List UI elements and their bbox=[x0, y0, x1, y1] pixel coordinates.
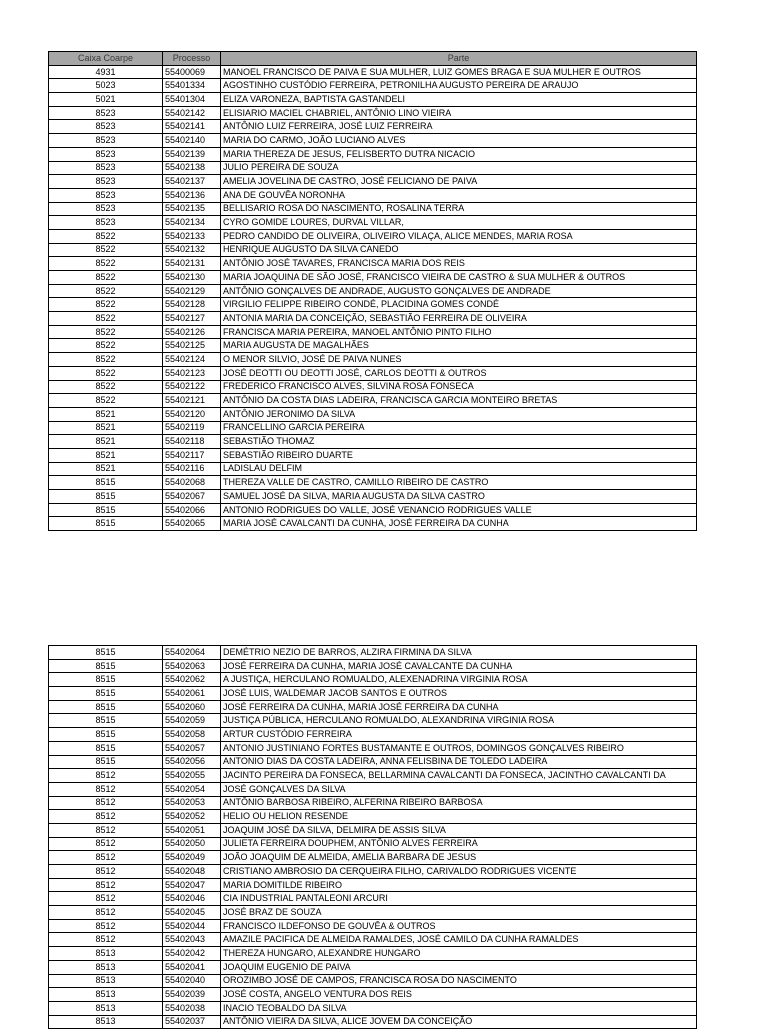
parte-cell: JOSÉ FERREIRA DA CUNHA, MARIA JOSÉ FERREIRA DA CUNHA bbox=[221, 700, 697, 714]
header-row bbox=[49, 52, 697, 66]
table-row bbox=[49, 988, 697, 1002]
caixa-cell: 8521 bbox=[49, 462, 163, 476]
caixa-cell: 8515 bbox=[49, 728, 163, 742]
table-row bbox=[49, 448, 697, 462]
parte-cell: BELLISARIO ROSA DO NASCIMENTO, ROSALINA TERRA bbox=[221, 202, 697, 216]
parte-cell: ANTÔNIO BARBOSA RIBEIRO, ALFERINA RIBEIRO BARBOSA bbox=[221, 796, 697, 810]
processo-cell: 55402048 bbox=[163, 865, 221, 879]
table-row bbox=[49, 284, 697, 298]
table-row bbox=[49, 175, 697, 189]
parte-cell: PEDRO CANDIDO DE OLIVEIRA, OLIVEIRO VILAÇA, ALICE MENDES, MARIA ROSA bbox=[221, 229, 697, 243]
caixa-cell: 8512 bbox=[49, 837, 163, 851]
parte-cell: O MENOR SILVIO, JOSÉ DE PAIVA NUNES bbox=[221, 353, 697, 367]
table-row bbox=[49, 700, 697, 714]
parte-cell: MARIA DO CARMO, JOÃO LUCIANO ALVES bbox=[221, 134, 697, 148]
table-row bbox=[49, 407, 697, 421]
table-row bbox=[49, 476, 697, 490]
parte-cell: JOSÉ COSTA, ANGELO VENTURA DOS REIS bbox=[221, 988, 697, 1002]
caixa-cell: 8515 bbox=[49, 490, 163, 504]
table-row bbox=[49, 298, 697, 312]
table-row bbox=[49, 366, 697, 380]
parte-cell: ANTÔNIO JOSÉ TAVARES, FRANCISCA MARIA DOS REIS bbox=[221, 257, 697, 271]
table-row bbox=[49, 517, 697, 531]
parte-cell: JOSÉ DEOTTI OU DEOTTI JOSÉ, CARLOS DEOTTI & OUTROS bbox=[221, 366, 697, 380]
table-row bbox=[49, 1015, 697, 1029]
parte-cell: ANTONIO DIAS DA COSTA LADEIRA, ANNA FELISBINA DE TOLEDO LADEIRA bbox=[221, 755, 697, 769]
processo-cell: 55402136 bbox=[163, 188, 221, 202]
processo-cell: 55402042 bbox=[163, 947, 221, 961]
table-row bbox=[49, 851, 697, 865]
parte-cell: OROZIMBO JOSÉ DE CAMPOS, FRANCISCA ROSA DO NASCIMENTO bbox=[221, 974, 697, 988]
parte-cell: ANA DE GOUVÊA NORONHA bbox=[221, 188, 697, 202]
processo-cell: 55402124 bbox=[163, 353, 221, 367]
parte-cell: MARIA THEREZA DE JESUS, FELISBERTO DUTRA NICACIO bbox=[221, 147, 697, 161]
table-row bbox=[49, 769, 697, 783]
caixa-cell: 8515 bbox=[49, 673, 163, 687]
caixa-cell: 8523 bbox=[49, 202, 163, 216]
parte-cell: JOSÉ FERREIRA DA CUNHA, MARIA JOSÉ CAVALCANTE DA CUNHA bbox=[221, 659, 697, 673]
table-row bbox=[49, 93, 697, 107]
header-parte: Parte bbox=[221, 52, 697, 66]
caixa-cell: 8513 bbox=[49, 988, 163, 1002]
caixa-cell: 8515 bbox=[49, 517, 163, 531]
caixa-cell: 8522 bbox=[49, 394, 163, 408]
table-row bbox=[49, 462, 697, 476]
parte-cell: JULIETA FERREIRA DOUPHEM, ANTÔNIO ALVES FERREIRA bbox=[221, 837, 697, 851]
processo-cell: 55402043 bbox=[163, 933, 221, 947]
parte-cell: FRANCISCO ILDEFONSO DE GOUVÊA & OUTROS bbox=[221, 919, 697, 933]
processo-cell: 55402041 bbox=[163, 960, 221, 974]
processo-cell: 55402038 bbox=[163, 1001, 221, 1015]
parte-cell: MARIA JOAQUINA DE SÃO JOSÉ, FRANCISCO VIEIRA DE CASTRO & SUA MULHER & OUTROS bbox=[221, 271, 697, 285]
processo-cell: 55402062 bbox=[163, 673, 221, 687]
table-row bbox=[49, 810, 697, 824]
processo-cell: 55402064 bbox=[163, 646, 221, 660]
parte-cell: FRANCELLINO GARCIA PEREIRA bbox=[221, 421, 697, 435]
parte-cell: HELIO OU HELION RESENDE bbox=[221, 810, 697, 824]
caixa-cell: 8512 bbox=[49, 906, 163, 920]
table-row bbox=[49, 673, 697, 687]
caixa-cell: 5023 bbox=[49, 79, 163, 93]
table-row bbox=[49, 659, 697, 673]
caixa-cell: 8515 bbox=[49, 476, 163, 490]
parte-cell: MARIA JOSÉ CAVALCANTI DA CUNHA, JOSÉ FERREIRA DA CUNHA bbox=[221, 517, 697, 531]
caixa-cell: 8515 bbox=[49, 687, 163, 701]
parte-cell: ANTONIO RODRIGUES DO VALLE, JOSÉ VENANCIO RODRIGUES VALLE bbox=[221, 503, 697, 517]
parte-cell: JOSÉ GONÇALVES DA SILVA bbox=[221, 782, 697, 796]
processo-cell: 55402125 bbox=[163, 339, 221, 353]
caixa-cell: 8515 bbox=[49, 755, 163, 769]
processo-cell: 55402123 bbox=[163, 366, 221, 380]
table-row bbox=[49, 188, 697, 202]
parte-cell: VIRGILIO FELIPPE RIBEIRO CONDÉ, PLACIDINA GOMES CONDÉ bbox=[221, 298, 697, 312]
processo-cell: 55402059 bbox=[163, 714, 221, 728]
table-row bbox=[49, 960, 697, 974]
processo-cell: 55402135 bbox=[163, 202, 221, 216]
processo-cell: 55402129 bbox=[163, 284, 221, 298]
parte-cell: JUSTIÇA PÚBLICA, HERCULANO ROMUALDO, ALEXANDRINA VIRGINIA ROSA bbox=[221, 714, 697, 728]
processo-cell: 55402118 bbox=[163, 435, 221, 449]
table-row bbox=[49, 435, 697, 449]
parte-cell: CRISTIANO AMBROSIO DA CERQUEIRA FILHO, CARIVALDO RODRIGUES VICENTE bbox=[221, 865, 697, 879]
parte-cell: ANTÔNIO LUIZ FERREIRA, JOSÉ LUIZ FERREIRA bbox=[221, 120, 697, 134]
caixa-cell: 8512 bbox=[49, 769, 163, 783]
caixa-cell: 8522 bbox=[49, 284, 163, 298]
processo-cell: 55402060 bbox=[163, 700, 221, 714]
parte-cell: AGOSTINHO CUSTÓDIO FERREIRA, PETRONILHA AUGUSTO PEREIRA DE ARAUJO bbox=[221, 79, 697, 93]
parte-cell: AMAZILE PACIFICA DE ALMEIDA RAMALDES, JOSÉ CAMILO DA CUNHA RAMALDES bbox=[221, 933, 697, 947]
processo-cell: 55402141 bbox=[163, 120, 221, 134]
parte-cell: AMELIA JOVELINA DE CASTRO, JOSÉ FELICIANO DE PAIVA bbox=[221, 175, 697, 189]
processo-cell: 55402058 bbox=[163, 728, 221, 742]
caixa-cell: 8523 bbox=[49, 120, 163, 134]
caixa-cell: 8515 bbox=[49, 503, 163, 517]
parte-cell: FRANCISCA MARIA PEREIRA, MANOEL ANTÔNIO PINTO FILHO bbox=[221, 325, 697, 339]
caixa-cell: 8522 bbox=[49, 243, 163, 257]
processo-cell: 55402044 bbox=[163, 919, 221, 933]
parte-cell: INACIO TEOBALDO DA SILVA bbox=[221, 1001, 697, 1015]
parte-cell: ANTÔNIO GONÇALVES DE ANDRADE, AUGUSTO GONÇALVES DE ANDRADE bbox=[221, 284, 697, 298]
table-row bbox=[49, 906, 697, 920]
caixa-cell: 8515 bbox=[49, 741, 163, 755]
table-row bbox=[49, 714, 697, 728]
processo-cell: 55402130 bbox=[163, 271, 221, 285]
processo-cell: 55401334 bbox=[163, 79, 221, 93]
table-row bbox=[49, 394, 697, 408]
table-row bbox=[49, 796, 697, 810]
caixa-cell: 4931 bbox=[49, 65, 163, 79]
processo-cell: 55402037 bbox=[163, 1015, 221, 1029]
parte-cell: ELIZA VARONEZA, BAPTISTA GASTANDELI bbox=[221, 93, 697, 107]
caixa-cell: 8512 bbox=[49, 933, 163, 947]
caixa-cell: 8515 bbox=[49, 659, 163, 673]
table-row bbox=[49, 353, 697, 367]
parte-cell: SEBASTIÃO THOMAZ bbox=[221, 435, 697, 449]
processo-cell: 55402050 bbox=[163, 837, 221, 851]
caixa-cell: 8522 bbox=[49, 380, 163, 394]
records-table-bottom bbox=[48, 645, 697, 1029]
processo-cell: 55402068 bbox=[163, 476, 221, 490]
caixa-cell: 5021 bbox=[49, 93, 163, 107]
table-row bbox=[49, 878, 697, 892]
table-row bbox=[49, 823, 697, 837]
caixa-cell: 8512 bbox=[49, 796, 163, 810]
caixa-cell: 8521 bbox=[49, 407, 163, 421]
processo-cell: 55402133 bbox=[163, 229, 221, 243]
processo-cell: 55402040 bbox=[163, 974, 221, 988]
processo-cell: 55402051 bbox=[163, 823, 221, 837]
table-row bbox=[49, 106, 697, 120]
table-row bbox=[49, 974, 697, 988]
caixa-cell: 8515 bbox=[49, 700, 163, 714]
processo-cell: 55402116 bbox=[163, 462, 221, 476]
processo-cell: 55402046 bbox=[163, 892, 221, 906]
parte-cell: ANTONIO JUSTINIANO FORTES BUSTAMANTE E OUTROS, DOMINGOS GONÇALVES RIBEIRO bbox=[221, 741, 697, 755]
processo-cell: 55402121 bbox=[163, 394, 221, 408]
table-row bbox=[49, 312, 697, 326]
processo-cell: 55402132 bbox=[163, 243, 221, 257]
processo-cell: 55402063 bbox=[163, 659, 221, 673]
processo-cell: 55402057 bbox=[163, 741, 221, 755]
table-row bbox=[49, 380, 697, 394]
parte-cell: JOSÉ LUIS, WALDEMAR JACOB SANTOS E OUTROS bbox=[221, 687, 697, 701]
processo-cell: 55402066 bbox=[163, 503, 221, 517]
table-row bbox=[49, 147, 697, 161]
processo-cell: 55402047 bbox=[163, 878, 221, 892]
parte-cell: JOSÉ BRAZ DE SOUZA bbox=[221, 906, 697, 920]
table-row bbox=[49, 865, 697, 879]
caixa-cell: 8523 bbox=[49, 134, 163, 148]
parte-cell: ANTÔNIO VIEIRA DA SILVA, ALICE JOVEM DA CONCEIÇÃO bbox=[221, 1015, 697, 1029]
parte-cell: CYRO GOMIDE LOURES, DURVAL VILLAR, bbox=[221, 216, 697, 230]
processo-cell: 55402054 bbox=[163, 782, 221, 796]
records-table-top bbox=[48, 51, 697, 531]
parte-cell: A JUSTIÇA, HERCULANO ROMUALDO, ALEXENADRINA VIRGINIA ROSA bbox=[221, 673, 697, 687]
processo-cell: 55402139 bbox=[163, 147, 221, 161]
caixa-cell: 8512 bbox=[49, 851, 163, 865]
processo-cell: 55402052 bbox=[163, 810, 221, 824]
parte-cell: CIA INDUSTRIAL PANTALEONI ARCURI bbox=[221, 892, 697, 906]
caixa-cell: 8513 bbox=[49, 1015, 163, 1029]
processo-cell: 55402053 bbox=[163, 796, 221, 810]
processo-cell: 55402137 bbox=[163, 175, 221, 189]
caixa-cell: 8522 bbox=[49, 229, 163, 243]
caixa-cell: 8522 bbox=[49, 298, 163, 312]
table-row bbox=[49, 755, 697, 769]
header-processo: Processo bbox=[163, 52, 221, 66]
processo-cell: 55402056 bbox=[163, 755, 221, 769]
parte-cell: THEREZA HUNGARO, ALEXANDRE HUNGARO bbox=[221, 947, 697, 961]
processo-cell: 55402138 bbox=[163, 161, 221, 175]
caixa-cell: 8522 bbox=[49, 325, 163, 339]
processo-cell: 55402128 bbox=[163, 298, 221, 312]
processo-cell: 55402126 bbox=[163, 325, 221, 339]
table-row bbox=[49, 271, 697, 285]
caixa-cell: 8512 bbox=[49, 892, 163, 906]
caixa-cell: 8522 bbox=[49, 339, 163, 353]
caixa-cell: 8521 bbox=[49, 435, 163, 449]
table-row bbox=[49, 421, 697, 435]
parte-cell: JOAQUIM JOSÉ DA SILVA, DELMIRA DE ASSIS SILVA bbox=[221, 823, 697, 837]
parte-cell: SEBASTIÃO RIBEIRO DUARTE bbox=[221, 448, 697, 462]
table-row bbox=[49, 782, 697, 796]
table-row bbox=[49, 216, 697, 230]
caixa-cell: 8512 bbox=[49, 919, 163, 933]
table-row bbox=[49, 229, 697, 243]
parte-cell: JULIO PEREIRA DE SOUZA bbox=[221, 161, 697, 175]
processo-cell: 55402061 bbox=[163, 687, 221, 701]
table-row bbox=[49, 79, 697, 93]
header-caixa: Caixa Coarpe bbox=[49, 52, 163, 66]
processo-cell: 55402055 bbox=[163, 769, 221, 783]
table-row bbox=[49, 646, 697, 660]
table-row bbox=[49, 243, 697, 257]
table-row bbox=[49, 257, 697, 271]
parte-cell: ANTÔNIO DA COSTA DIAS LADEIRA, FRANCISCA GARCIA MONTEIRO BRETAS bbox=[221, 394, 697, 408]
processo-cell: 55402142 bbox=[163, 106, 221, 120]
processo-cell: 55402134 bbox=[163, 216, 221, 230]
caixa-cell: 8523 bbox=[49, 188, 163, 202]
caixa-cell: 8513 bbox=[49, 960, 163, 974]
processo-cell: 55402039 bbox=[163, 988, 221, 1002]
processo-cell: 55402140 bbox=[163, 134, 221, 148]
table-row bbox=[49, 687, 697, 701]
caixa-cell: 8521 bbox=[49, 421, 163, 435]
caixa-cell: 8513 bbox=[49, 947, 163, 961]
caixa-cell: 8515 bbox=[49, 714, 163, 728]
parte-cell: ANTONIA MARIA DA CONCEIÇÃO, SEBASTIÃO FERREIRA DE OLIVEIRA bbox=[221, 312, 697, 326]
parte-cell: HENRIQUE AUGUSTO DA SILVA CANEDO bbox=[221, 243, 697, 257]
parte-cell: ELISIARIO MACIEL CHABRIEL, ANTÔNIO LINO VIEIRA bbox=[221, 106, 697, 120]
caixa-cell: 8522 bbox=[49, 271, 163, 285]
table-row bbox=[49, 728, 697, 742]
caixa-cell: 8522 bbox=[49, 312, 163, 326]
processo-cell: 55402122 bbox=[163, 380, 221, 394]
table-row bbox=[49, 339, 697, 353]
table-row bbox=[49, 120, 697, 134]
caixa-cell: 8522 bbox=[49, 257, 163, 271]
table-row bbox=[49, 202, 697, 216]
caixa-cell: 8512 bbox=[49, 865, 163, 879]
table-row bbox=[49, 837, 697, 851]
processo-cell: 55402119 bbox=[163, 421, 221, 435]
parte-cell: JOAQUIM EUGENIO DE PAIVA bbox=[221, 960, 697, 974]
parte-cell: DEMÉTRIO NEZIO DE BARROS, ALZIRA FIRMINA DA SILVA bbox=[221, 646, 697, 660]
table-row bbox=[49, 503, 697, 517]
caixa-cell: 8512 bbox=[49, 782, 163, 796]
table-row bbox=[49, 490, 697, 504]
processo-cell: 55402065 bbox=[163, 517, 221, 531]
caixa-cell: 8515 bbox=[49, 646, 163, 660]
table-row bbox=[49, 919, 697, 933]
parte-cell: ANTÔNIO JERONIMO DA SILVA bbox=[221, 407, 697, 421]
processo-cell: 55402067 bbox=[163, 490, 221, 504]
table-row bbox=[49, 161, 697, 175]
table-row bbox=[49, 741, 697, 755]
parte-cell: ARTUR CUSTÓDIO FERREIRA bbox=[221, 728, 697, 742]
table-row bbox=[49, 933, 697, 947]
caixa-cell: 8523 bbox=[49, 216, 163, 230]
parte-cell: JACINTO PEREIRA DA FONSECA, BELLARMINA CAVALCANTI DA FONSECA, JACINTHO CAVALCANTI DA bbox=[221, 769, 697, 783]
caixa-cell: 8523 bbox=[49, 175, 163, 189]
processo-cell: 55402045 bbox=[163, 906, 221, 920]
caixa-cell: 8513 bbox=[49, 1001, 163, 1015]
table-row bbox=[49, 65, 697, 79]
table-row bbox=[49, 947, 697, 961]
caixa-cell: 8512 bbox=[49, 810, 163, 824]
table-row bbox=[49, 892, 697, 906]
parte-cell: MARIA AUGUSTA DE MAGALHÃES bbox=[221, 339, 697, 353]
parte-cell: JOÃO JOAQUIM DE ALMEIDA, AMELIA BARBARA DE JESUS bbox=[221, 851, 697, 865]
parte-cell: FREDERICO FRANCISCO ALVES, SILVINA ROSA FONSECA bbox=[221, 380, 697, 394]
caixa-cell: 8513 bbox=[49, 974, 163, 988]
processo-cell: 55402131 bbox=[163, 257, 221, 271]
caixa-cell: 8523 bbox=[49, 147, 163, 161]
caixa-cell: 8522 bbox=[49, 366, 163, 380]
parte-cell: THEREZA VALLE DE CASTRO, CAMILLO RIBEIRO DE CASTRO bbox=[221, 476, 697, 490]
caixa-cell: 8512 bbox=[49, 823, 163, 837]
processo-cell: 55400069 bbox=[163, 65, 221, 79]
caixa-cell: 8523 bbox=[49, 106, 163, 120]
parte-cell: LADISLAU DELFIM bbox=[221, 462, 697, 476]
table-row bbox=[49, 134, 697, 148]
caixa-cell: 8521 bbox=[49, 448, 163, 462]
caixa-cell: 8523 bbox=[49, 161, 163, 175]
processo-cell: 55402120 bbox=[163, 407, 221, 421]
processo-cell: 55402117 bbox=[163, 448, 221, 462]
processo-cell: 55402049 bbox=[163, 851, 221, 865]
parte-cell: MARIA DOMITILDE RIBEIRO bbox=[221, 878, 697, 892]
parte-cell: SAMUEL JOSÉ DA SILVA, MARIA AUGUSTA DA SILVA CASTRO bbox=[221, 490, 697, 504]
table-row bbox=[49, 1001, 697, 1015]
caixa-cell: 8522 bbox=[49, 353, 163, 367]
processo-cell: 55401304 bbox=[163, 93, 221, 107]
table-row bbox=[49, 325, 697, 339]
processo-cell: 55402127 bbox=[163, 312, 221, 326]
parte-cell: MANOEL FRANCISCO DE PAIVA E SUA MULHER, LUIZ GOMES BRAGA E SUA MULHER E OUTROS bbox=[221, 65, 697, 79]
caixa-cell: 8512 bbox=[49, 878, 163, 892]
